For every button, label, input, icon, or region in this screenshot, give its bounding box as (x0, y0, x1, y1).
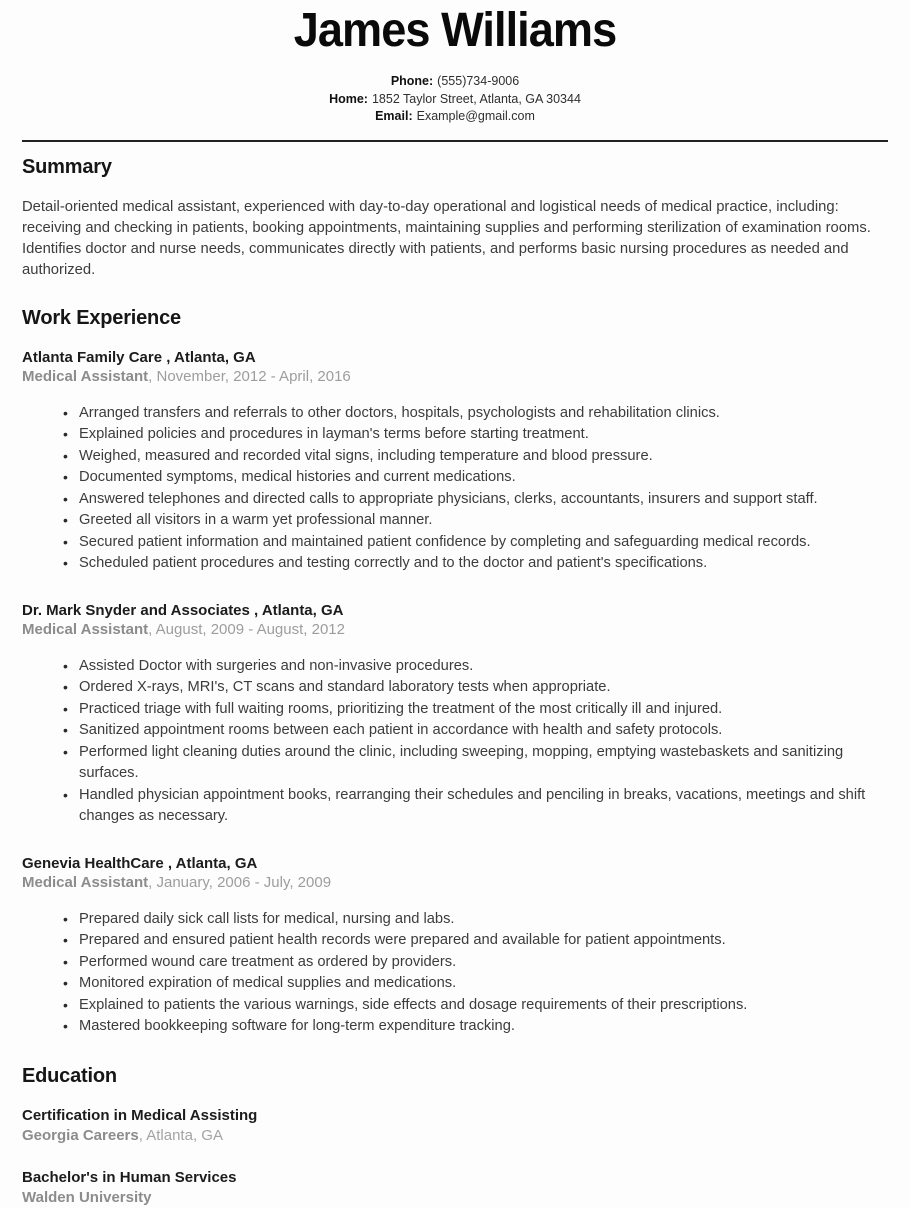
job-bullet-list (22, 403, 888, 575)
company-line: Genevia HealthCare , Atlanta, GA (22, 854, 258, 872)
school-line (22, 1188, 888, 1208)
education-section-title: Education (22, 1064, 117, 1087)
job-bullet-list (22, 909, 888, 1038)
job-bullet: • Weighed, measured and recorded vital signs, including temperature and blood pressure. (63, 446, 888, 468)
role-name: Medical Assistant (22, 873, 149, 891)
job-bullet: • Answered telephones and directed calls to appropriate physicians, clerks, accountants, insurers and support staff. (63, 489, 888, 511)
job-bullet: • Monitored expiration of medical supplies and medications. (63, 973, 888, 995)
role-line (22, 620, 888, 639)
contact-label-home: Home: (329, 91, 368, 106)
role-name: Medical Assistant (22, 367, 149, 385)
job-bullet: • Assisted Doctor with surgeries and non-invasive procedures. (63, 656, 888, 678)
contact-line-home (22, 91, 888, 109)
education-entry-bachelors (22, 1168, 888, 1208)
contact-block (22, 73, 888, 126)
contact-value-email: Example@gmail.com (416, 109, 535, 123)
role-line (22, 873, 888, 892)
job-bullet: • Documented symptoms, medical histories and current medications. (63, 467, 888, 489)
contact-label-phone: Phone: (390, 74, 434, 88)
job-bullet: • Greeted all visitors in a warm yet professional manner. (63, 510, 888, 532)
company-line: Dr. Mark Snyder and Associates , Atlanta, GA (22, 601, 344, 619)
job-bullet: • Prepared and ensured patient health records were prepared and available for patient appointments. (63, 930, 888, 952)
contact-line-phone (22, 73, 888, 91)
summary-section-title: Summary (22, 155, 112, 178)
job-bullet: • Scheduled patient procedures and testing correctly and to the doctor and patient's specifications. (63, 553, 888, 575)
header-divider (22, 140, 888, 142)
job-bullet: • Explained policies and procedures in layman's terms before starting treatment. (63, 424, 888, 446)
job-bullet: • Practiced triage with full waiting rooms, prioritizing the treatment of the most critically ill and injured. (63, 699, 888, 721)
job-bullet: • Mastered bookkeeping software for long-term expenditure tracking. (63, 1016, 888, 1038)
education-entry-certification (22, 1106, 888, 1146)
job-bullet-list (22, 656, 888, 828)
job-bullet: • Ordered X-rays, MRI's, CT scans and standard laboratory tests when appropriate. (63, 677, 888, 699)
job-bullet: • Performed wound care treatment as ordered by providers. (63, 952, 888, 974)
role-line (22, 367, 888, 386)
job-bullet: • Sanitized appointment rooms between each patient in accordance with health and safety protocols. (63, 720, 888, 742)
work-section-title: Work Experience (22, 306, 181, 329)
contact-label-email: Email: (375, 109, 413, 123)
company-line: Atlanta Family Care , Atlanta, GA (22, 348, 256, 366)
school-location: , Atlanta, GA (138, 1126, 223, 1144)
contact-value-phone: (555)734-9006 (437, 74, 520, 88)
job-entry-genevia-healthcare (22, 854, 888, 1038)
role-dates: , August, 2009 - August, 2012 (148, 620, 345, 638)
role-dates: , November, 2012 - April, 2016 (148, 367, 351, 385)
role-dates: , January, 2006 - July, 2009 (148, 873, 332, 891)
job-entry-mark-snyder (22, 601, 888, 828)
candidate-name: James Williams (293, 4, 617, 57)
job-bullet: • Performed light cleaning duties around the clinic, including sweeping, mopping, emptying wastebaskets and sanitizing surfaces. (63, 742, 888, 785)
school-line (22, 1126, 888, 1146)
job-entry-atlanta-family-care (22, 348, 888, 575)
summary-text: Detail-oriented medical assistant, experienced with day-to-day operational and logistical needs of medical practice, including: receiving and checking in patients, booking appointments, maintaining supplies and performing sterilization of examination rooms. Identifies doctor and nurse needs, communicates directly with patients, and performs basic nursing procedures as needed and authorized. (22, 198, 871, 279)
job-bullet: • Explained to patients the various warnings, side effects and dosage requirements of their prescriptions. (63, 995, 888, 1017)
job-bullet: • Secured patient information and maintained patient confidence by completing and safeguarding medical records. (63, 532, 888, 554)
degree-name: Certification in Medical Assisting (22, 1106, 258, 1124)
job-bullet: • Handled physician appointment books, rearranging their schedules and penciling in breaks, vacations, meetings and shift changes as necessary. (63, 785, 888, 828)
contact-line-email (22, 108, 888, 126)
school-name: Georgia Careers (22, 1126, 139, 1144)
job-bullet: • Arranged transfers and referrals to other doctors, hospitals, psychologists and rehabilitation clinics. (63, 403, 888, 425)
contact-value-home: 1852 Taylor Street, Atlanta, GA 30344 (371, 91, 581, 106)
degree-name: Bachelor's in Human Services (22, 1168, 237, 1186)
school-name: Walden University (22, 1188, 152, 1206)
job-bullet: • Prepared daily sick call lists for medical, nursing and labs. (63, 909, 888, 931)
role-name: Medical Assistant (22, 620, 149, 638)
